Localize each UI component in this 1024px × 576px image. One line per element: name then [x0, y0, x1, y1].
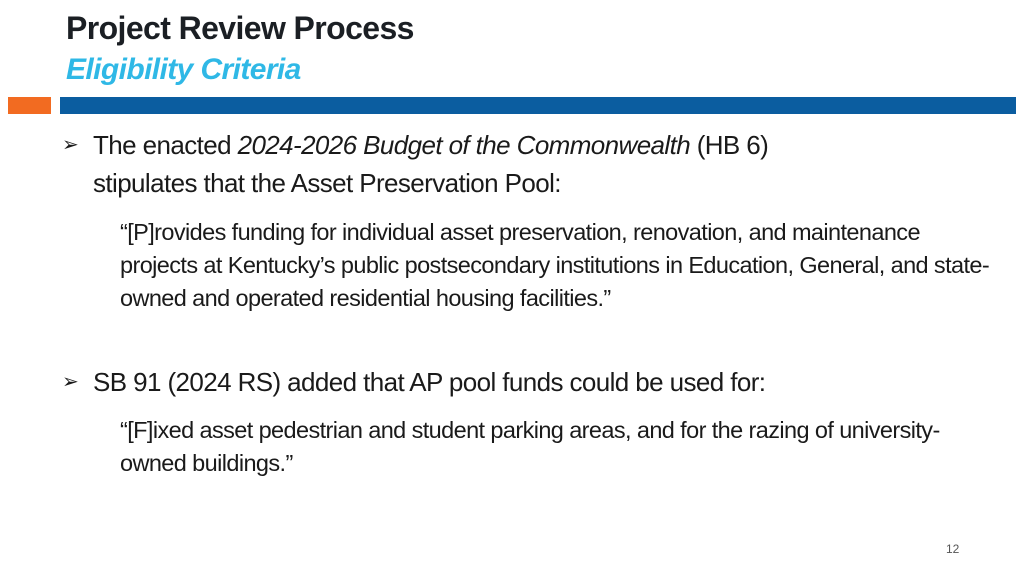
bullet-1-text-line2: stipulates that the Asset Preservation Pool: — [93, 168, 561, 198]
bullet-1-text — [93, 126, 973, 202]
bullet-1-text-after: (HB 6) — [690, 130, 769, 160]
slide-subtitle: Eligibility Criteria — [66, 53, 301, 86]
arrowhead-bullet-icon: ➢ — [62, 371, 79, 393]
orange-accent-bar — [8, 97, 51, 114]
bullet-2-quote: “[F]ixed asset pedestrian and student parking areas, and for the razing of university-owned buildings.” — [120, 417, 940, 476]
blue-header-bar — [60, 97, 1016, 114]
budget-title-italic: 2024-2026 Budget of the Commonwealth — [237, 130, 691, 160]
bullet-2-text: SB 91 (2024 RS) added that AP pool funds could be used for: — [93, 367, 766, 397]
arrowhead-bullet-icon: ➢ — [62, 134, 79, 156]
page-number: 12 — [946, 542, 960, 556]
bullet-1-quote: “[P]rovides funding for individual asset preservation, renovation, and maintenance projects at Kentucky’s public postsecondary institutions in Education, General, and state-owned and operated residential housing facilities.” — [120, 219, 990, 311]
slide-title: Project Review Process — [66, 10, 414, 46]
bullet-1-text-before: The enacted — [93, 130, 238, 160]
